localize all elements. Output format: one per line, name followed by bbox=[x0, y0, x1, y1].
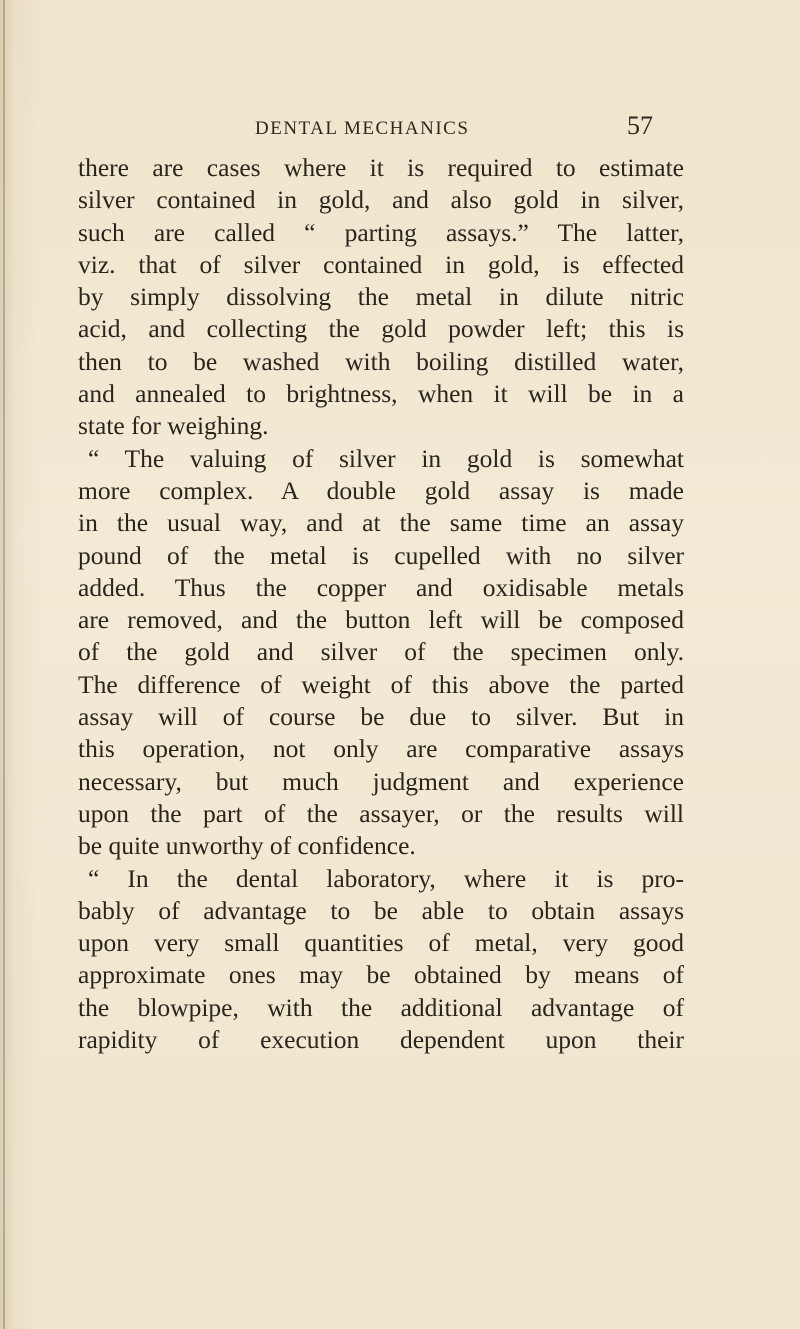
body-text bbox=[78, 152, 684, 1056]
text-line: viz. that of silver contained in gold, is effected bbox=[78, 249, 684, 279]
text-line: state for weighing. bbox=[78, 411, 269, 441]
text-line: then to be washed with boiling distilled water, bbox=[78, 346, 684, 376]
text-line: necessary, but much judgment and experience bbox=[78, 766, 684, 796]
text-line: upon very small quantities of metal, very good bbox=[78, 928, 684, 958]
text-line: the blowpipe, with the additional advantage of bbox=[78, 992, 684, 1022]
text-line: bably of advantage to be able to obtain assays bbox=[78, 895, 684, 925]
text-line: added. Thus the copper and oxidisable metals bbox=[78, 572, 684, 602]
text-line: acid, and collecting the gold powder left; this is bbox=[78, 314, 684, 344]
text-line: rapidity of execution dependent upon their bbox=[78, 1025, 684, 1055]
text-line: in the usual way, and at the same time an assay bbox=[78, 508, 684, 538]
page-gutter bbox=[3, 0, 5, 1329]
text-line: The difference of weight of this above the parted bbox=[78, 669, 684, 699]
text-line: “ The valuing of silver in gold is somewhat bbox=[88, 443, 684, 473]
text-line: “ In the dental laboratory, where it is pro- bbox=[88, 863, 684, 893]
text-line: silver contained in gold, and also gold in silver, bbox=[78, 185, 684, 215]
text-line: pound of the metal is cupelled with no silver bbox=[78, 540, 684, 570]
text-line: more complex. A double gold assay is made bbox=[78, 475, 684, 505]
text-line: there are cases where it is required to estimate bbox=[78, 153, 684, 182]
text-line: are removed, and the button left will be composed bbox=[78, 605, 684, 635]
text-line: approximate ones may be obtained by means of bbox=[78, 960, 684, 990]
running-head: DENTAL MECHANICS bbox=[255, 118, 470, 139]
page-number: 57 bbox=[627, 111, 653, 140]
text-line: such are called “ parting assays.” The latter, bbox=[78, 217, 684, 247]
text-line: assay will of course be due to silver. But in bbox=[78, 702, 684, 732]
text-line: and annealed to brightness, when it will be in a bbox=[78, 379, 684, 409]
text-line: upon the part of the assayer, or the results will bbox=[78, 798, 684, 828]
text-line: by simply dissolving the metal in dilute nitric bbox=[78, 282, 684, 312]
text-line: this operation, not only are comparative assays bbox=[78, 734, 684, 764]
text-line: of the gold and silver of the specimen only. bbox=[78, 637, 684, 667]
text-line: be quite unworthy of confidence. bbox=[78, 831, 416, 861]
